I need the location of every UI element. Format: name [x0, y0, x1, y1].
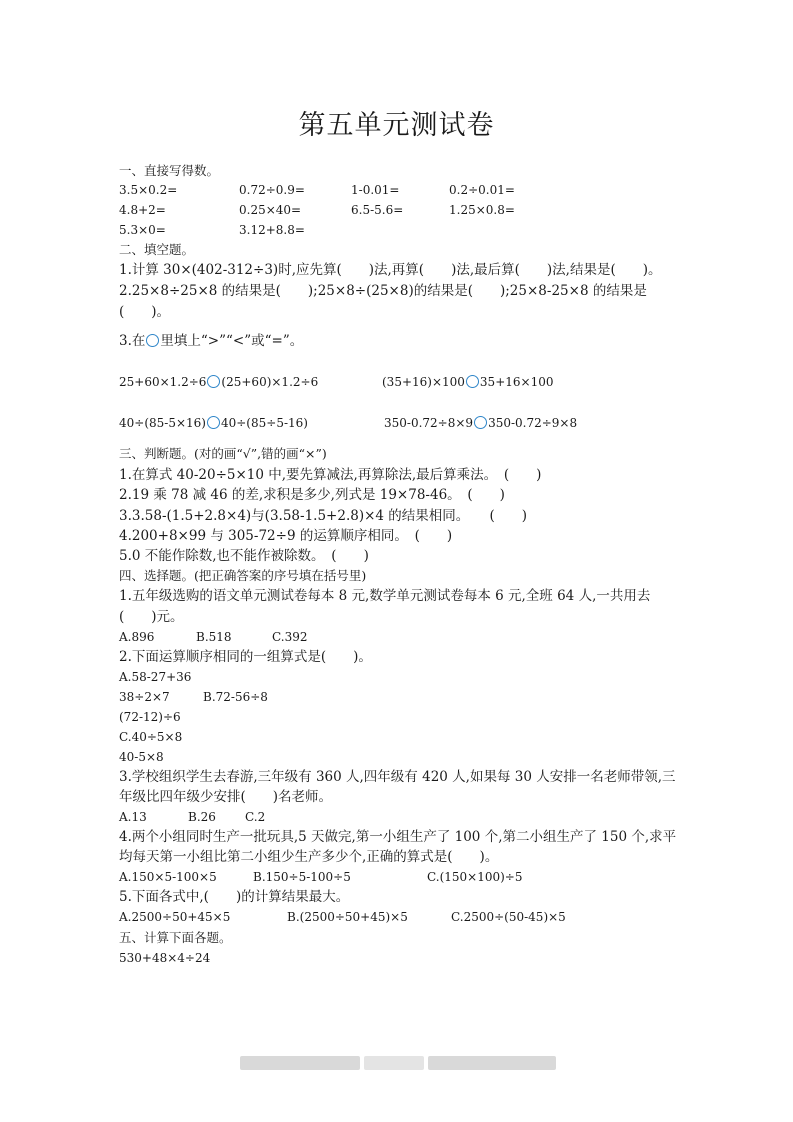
watermark-block — [364, 1056, 424, 1070]
compare-circle-icon[interactable] — [207, 375, 220, 388]
choice-question-1-cont: ( )元。 — [119, 609, 184, 625]
compare-left: 25+60×1.2÷6 — [119, 375, 207, 389]
judge-item: 2.19 乘 78 减 46 的差,求积是多少,列式是 19×78-46。 ( ) — [119, 487, 505, 503]
compare-circle-icon[interactable] — [466, 375, 479, 388]
compare-item — [119, 374, 318, 390]
fill-question-3 — [119, 333, 303, 349]
option-a: A.896 — [119, 630, 155, 644]
blurred-footer-watermark — [240, 1056, 556, 1070]
option-a: A.2500÷50+45×5 — [119, 910, 231, 924]
fill-question-2-cont: ( )。 — [119, 304, 171, 320]
option-line: (72-12)÷6 — [119, 710, 181, 724]
compare-right: 350-0.72÷9×8 — [488, 416, 578, 430]
judge-item: 3.3.58-(1.5+2.8×4)与(3.58-1.5+2.8)×4 的结果相同。 ( ) — [119, 508, 528, 524]
option-line: C.40÷5×8 — [119, 730, 183, 744]
option-b: B.150÷5-100÷5 — [253, 870, 351, 884]
option-line: B.72-56÷8 — [203, 690, 268, 704]
judge-item: 5.0 不能作除数,也不能作被除数。 ( ) — [119, 548, 369, 564]
compare-item — [119, 415, 308, 431]
choice-question-3: 3.学校组织学生去春游,三年级有 360 人,四年级有 420 人,如果每 30 人安排一名老师带领,三 — [119, 769, 676, 785]
compare-left: 40÷(85-5×16) — [119, 416, 206, 430]
option-b: B.26 — [188, 810, 216, 824]
option-c: C.2500÷(50-45)×5 — [451, 910, 566, 924]
compare-left: 350-0.72÷8×9 — [384, 416, 474, 430]
compare-circle-icon[interactable] — [474, 416, 487, 429]
choice-question-2: 2.下面运算顺序相同的一组算式是( )。 — [119, 649, 372, 665]
judge-item: 1.在算式 40-20÷5×10 中,要先算减法,再算除法,最后算乘法。 ( ) — [119, 467, 542, 483]
choice-question-3-cont: 年级比四年级少安排( )名老师。 — [119, 789, 333, 805]
compare-left: (35+16)×100 — [382, 375, 465, 389]
calc-item: 3.12+8.8= — [239, 223, 305, 237]
watermark-block — [428, 1056, 556, 1070]
calc-item: 0.2÷0.01= — [449, 183, 515, 197]
option-line: A.58-27+36 — [119, 670, 192, 684]
option-b: B.(2500÷50+45)×5 — [287, 910, 408, 924]
calc-item: 0.25×40= — [239, 203, 302, 217]
q3-text-b: 里填上“>”“<”或“=”。 — [160, 333, 304, 349]
compare-right: 40÷(85÷5-16) — [220, 416, 308, 430]
calc-item: 1-0.01= — [351, 183, 400, 197]
option-c: C.(150×100)÷5 — [427, 870, 523, 884]
compare-item — [382, 374, 553, 390]
section-3-heading: 三、判断题。(对的画“√”,错的画“×”) — [119, 446, 327, 461]
option-b: B.518 — [196, 630, 232, 644]
choice-question-4: 4.两个小组同时生产一批玩具,5 天做完,第一小组生产了 100 个,第二小组生产了 150 个,求平 — [119, 829, 677, 845]
choice-question-1: 1.五年级选购的语文单元测试卷每本 8 元,数学单元测试卷每本 6 元,全班 64 人,一共用去 — [119, 588, 651, 604]
option-a: A.13 — [119, 810, 147, 824]
option-line: 38÷2×7 — [119, 690, 170, 704]
page-title: 第五单元测试卷 — [298, 110, 495, 141]
calc-item: 4.8+2= — [119, 203, 166, 217]
compare-circle-icon — [146, 334, 159, 347]
judge-item: 4.200+8×99 与 305-72÷9 的运算顺序相同。 ( ) — [119, 528, 453, 544]
option-a: A.150×5-100×5 — [119, 870, 217, 884]
section-2-heading: 二、填空题。 — [119, 242, 195, 257]
section-1-heading: 一、直接写得数。 — [119, 163, 220, 178]
fill-question-2: 2.25×8÷25×8 的结果是( );25×8÷(25×8)的结果是( );25×8-25×8 的结果是 — [119, 283, 647, 299]
choice-question-5: 5.下面各式中,( )的计算结果最大。 — [119, 889, 350, 905]
compute-item: 530+48×4÷24 — [119, 951, 211, 965]
compare-circle-icon[interactable] — [207, 416, 220, 429]
fill-question-1: 1.计算 30×(402-312÷3)时,应先算( )法,再算( )法,最后算( )法,结果是( )。 — [119, 262, 662, 278]
q3-text-a: 3.在 — [119, 333, 146, 349]
calc-item: 5.3×0= — [119, 223, 166, 237]
calc-item: 0.72÷0.9= — [239, 183, 305, 197]
option-c: C.2 — [245, 810, 266, 824]
section-5-heading: 五、计算下面各题。 — [119, 930, 232, 945]
calc-item: 6.5-5.6= — [351, 203, 404, 217]
compare-right: (25+60)×1.2÷6 — [221, 375, 319, 389]
calc-item: 1.25×0.8= — [449, 203, 515, 217]
compare-right: 35+16×100 — [479, 375, 554, 389]
option-line: 40-5×8 — [119, 750, 164, 764]
option-c: C.392 — [272, 630, 308, 644]
calc-item: 3.5×0.2= — [119, 183, 178, 197]
watermark-block — [240, 1056, 360, 1070]
choice-question-4-cont: 均每天第一小组比第二小组少生产多少个,正确的算式是( )。 — [119, 849, 499, 865]
compare-item — [384, 415, 577, 431]
section-4-heading: 四、选择题。(把正确答案的序号填在括号里) — [119, 568, 367, 583]
